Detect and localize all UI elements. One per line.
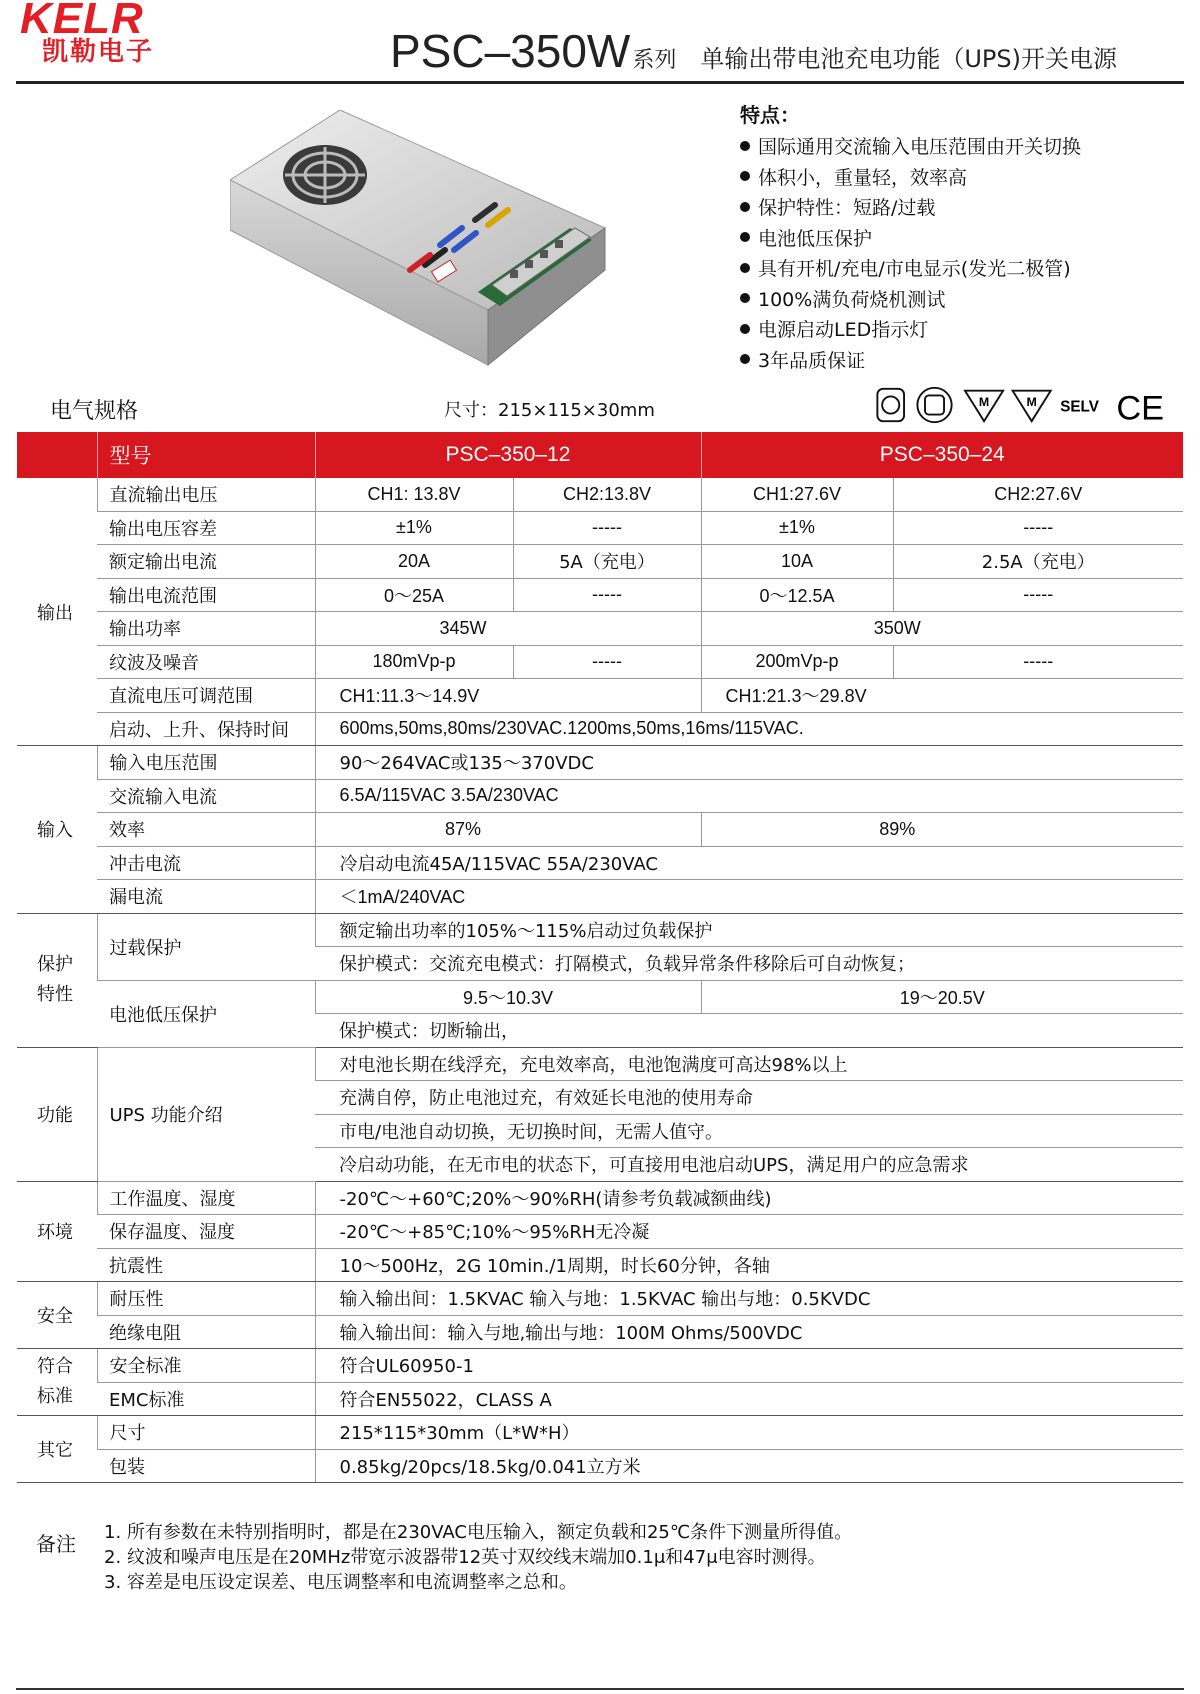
- title-description: 单输出带电池充电功能（UPS)开关电源: [700, 45, 1117, 73]
- bullet-icon: [740, 354, 750, 364]
- row-label: 额定输出电流: [97, 545, 315, 579]
- group-safety: 安全: [17, 1282, 97, 1349]
- table-row: 交流输入电流 6.5A/115VAC 3.5A/230VAC: [17, 779, 1183, 813]
- table-row: 包装 0.85kg/20pcs/18.5kg/0.041立方米: [17, 1449, 1183, 1483]
- header-model-label: 型号: [97, 432, 315, 478]
- note-item: 1. 所有参数在未特别指明时，都是在230VAC电压输入，额定负载和25℃条件下测量所得值。: [104, 1522, 853, 1543]
- table-row: 符合 标准 安全标准 符合UL60950-1: [17, 1349, 1183, 1383]
- table-row: 功能 UPS 功能介绍 对电池长期在线浮充，充电效率高，电池饱满度可高达98%以上: [17, 1047, 1183, 1081]
- svg-text:M: M: [1026, 394, 1037, 409]
- table-row: 市电/电池自动切换，无切换时间，无需人值守。: [17, 1114, 1183, 1148]
- spec-table: [17, 432, 1183, 1483]
- table-row: 输出电流范围 0～25A ----- 0～12.5A -----: [17, 578, 1183, 612]
- m-triangle-icon: [965, 391, 1003, 421]
- row-label: 输入电压范围: [97, 746, 315, 780]
- features-title: 特点：: [740, 103, 800, 127]
- spec-title: 电气规格: [50, 399, 139, 424]
- row-label: 电池低压保护: [97, 980, 315, 1047]
- svg-text:M: M: [978, 394, 990, 409]
- table-row: 漏电流 ＜1mA/240VAC: [17, 880, 1183, 914]
- selv-mark: SELV: [1060, 398, 1099, 416]
- bullet-icon: [740, 171, 750, 181]
- header-model-b: PSC–350–24: [701, 432, 1183, 478]
- row-label: 工作温度、湿度: [97, 1181, 315, 1215]
- footer-divider: [16, 1688, 1184, 1690]
- certification-marks: [866, 385, 1184, 425]
- feature-item: 具有开机/充电/市电显示(发光二极管): [740, 254, 1081, 285]
- bullet-icon: [740, 263, 750, 273]
- table-row: 效率 87% 89%: [17, 813, 1183, 847]
- row-label: 输出电压容差: [97, 511, 315, 545]
- row-label: 直流输出电压: [97, 478, 315, 511]
- header-model-a: PSC–350–12: [315, 432, 701, 478]
- table-row: 保护 特性 过载保护 额定输出功率的105%～115%启动过负载保护: [17, 913, 1183, 947]
- table-row: 输入 输入电压范围 90～264VAC或135～370VDC: [17, 746, 1183, 780]
- row-label: EMC标准: [97, 1382, 315, 1416]
- row-label: 绝缘电阻: [97, 1315, 315, 1349]
- row-label: 交流输入电流: [97, 779, 315, 813]
- page-title: [390, 24, 1117, 89]
- row-label: 保存温度、湿度: [97, 1215, 315, 1249]
- notes-label: 备注: [36, 1532, 76, 1556]
- table-row: 保存温度、湿度 -20℃～+85℃;10%～95%RH无冷凝: [17, 1215, 1183, 1249]
- table-row: 保护模式：交流充电模式：打隔模式，负载异常条件移除后可自动恢复；: [17, 947, 1183, 981]
- header-divider: [16, 81, 1184, 84]
- row-label: 直流电压可调范围: [97, 679, 315, 713]
- group-environment: 环境: [17, 1181, 97, 1282]
- ce-mark: CE: [1116, 389, 1165, 425]
- feature-item: 国际通用交流输入电压范围由开关切换: [740, 132, 1081, 163]
- row-label: 输出电流范围: [97, 578, 315, 612]
- row-label: 耐压性: [97, 1282, 315, 1316]
- table-row: 直流电压可调范围 CH1:11.3～14.9V CH1:21.3～29.8V: [17, 679, 1183, 713]
- table-row: 其它 尺寸 215*115*30mm（L*W*H）: [17, 1416, 1183, 1450]
- group-output: 输出: [17, 478, 97, 746]
- row-label: 输出功率: [97, 612, 315, 646]
- group-protection: 保护 特性: [17, 913, 97, 1047]
- table-row: 启动、上升、保持时间 600ms,50ms,80ms/230VAC.1200ms,50ms,16ms/115VAC.: [17, 712, 1183, 746]
- row-label: 抗震性: [97, 1248, 315, 1282]
- row-label: UPS 功能介绍: [97, 1047, 315, 1181]
- feature-item: 100%满负荷烧机测试: [740, 285, 1081, 316]
- bullet-icon: [740, 293, 750, 303]
- table-row: 环境 工作温度、湿度 -20℃～+60℃;20%～90%RH(请参考负载减额曲线): [17, 1181, 1183, 1215]
- group-input: 输入: [17, 746, 97, 914]
- title-model: PSC–350W: [390, 25, 631, 77]
- table-row: 额定输出电流 20A 5A（充电） 10A 2.5A（充电）: [17, 545, 1183, 579]
- brand-logo: KELR: [20, 0, 144, 43]
- table-row: EMC标准 符合EN55022，CLASS A: [17, 1382, 1183, 1416]
- note-item: 2. 纹波和噪声电压是在20MHz带宽示波器带12英寸双绞线末端加0.1μ和47μ电容时测得。: [104, 1547, 826, 1568]
- row-label: 尺寸: [97, 1416, 315, 1450]
- feature-item: 电源启动LED指示灯: [740, 315, 1081, 346]
- m-triangle-icon: [1013, 391, 1051, 421]
- bullet-icon: [740, 232, 750, 242]
- table-header-row: [17, 432, 1183, 478]
- row-label: 包装: [97, 1449, 315, 1483]
- group-other: 其它: [17, 1416, 97, 1483]
- row-label: 过载保护: [97, 913, 315, 980]
- table-row: 电池低压保护 9.5～10.3V 19～20.5V: [17, 980, 1183, 1014]
- table-row: 安全 耐压性 输入输出间：1.5KVAC 输入与地：1.5KVAC 输出与地：0.5KVDC: [17, 1282, 1183, 1316]
- notes-list: [104, 1520, 852, 1595]
- row-label: 效率: [97, 813, 315, 847]
- table-row: 保护模式：切断输出，: [17, 1014, 1183, 1048]
- row-label: 漏电流: [97, 880, 315, 914]
- feature-item: 体积小，重量轻，效率高: [740, 163, 1081, 194]
- table-row: 充满自停，防止电池过充，有效延长电池的使用寿命: [17, 1081, 1183, 1115]
- product-image: [230, 110, 630, 380]
- table-row: 冷启动功能，在无市电的状态下，可直接用电池启动UPS，满足用户的应急需求: [17, 1148, 1183, 1182]
- table-row: 纹波及噪音 180mVp-p ----- 200mVp-p -----: [17, 645, 1183, 679]
- features-list: [740, 100, 1081, 376]
- table-row: 绝缘电阻 输入输出间：输入与地,输出与地：100M Ohms/500VDC: [17, 1315, 1183, 1349]
- bullet-icon: [740, 324, 750, 334]
- table-row: 输出电压容差 ±1% ----- ±1% -----: [17, 511, 1183, 545]
- safety-cert-icon: [877, 389, 904, 421]
- table-row: 抗震性 10～500Hz，2G 10min./1周期，时长60分钟，各轴: [17, 1248, 1183, 1282]
- group-function: 功能: [17, 1047, 97, 1181]
- note-item: 3. 容差是电压设定误差、电压调整率和电流调整率之总和。: [104, 1572, 577, 1593]
- ul-cert-icon: [917, 388, 951, 422]
- row-label: 冲击电流: [97, 846, 315, 880]
- dimensions-label: 尺寸：215×115×30mm: [444, 400, 655, 421]
- row-label: 纹波及噪音: [97, 645, 315, 679]
- group-standards: 符合 标准: [17, 1349, 97, 1416]
- feature-item: 保护特性：短路/过载: [740, 193, 1081, 224]
- feature-item: 3年品质保证: [740, 346, 1081, 377]
- table-row: 冲击电流 冷启动电流45A/115VAC 55A/230VAC: [17, 846, 1183, 880]
- row-label: 安全标准: [97, 1349, 315, 1383]
- table-row: 输出 直流输出电压 CH1: 13.8V CH2:13.8V CH1:27.6V CH2:27.6V: [17, 478, 1183, 511]
- bullet-icon: [740, 141, 750, 151]
- brand-name-cn: 凯勒电子: [42, 37, 155, 67]
- title-series: 系列: [632, 48, 677, 73]
- feature-item: 电池低压保护: [740, 224, 1081, 255]
- table-row: 输出功率 345W 350W: [17, 612, 1183, 646]
- bullet-icon: [740, 202, 750, 212]
- row-label: 启动、上升、保持时间: [97, 712, 315, 746]
